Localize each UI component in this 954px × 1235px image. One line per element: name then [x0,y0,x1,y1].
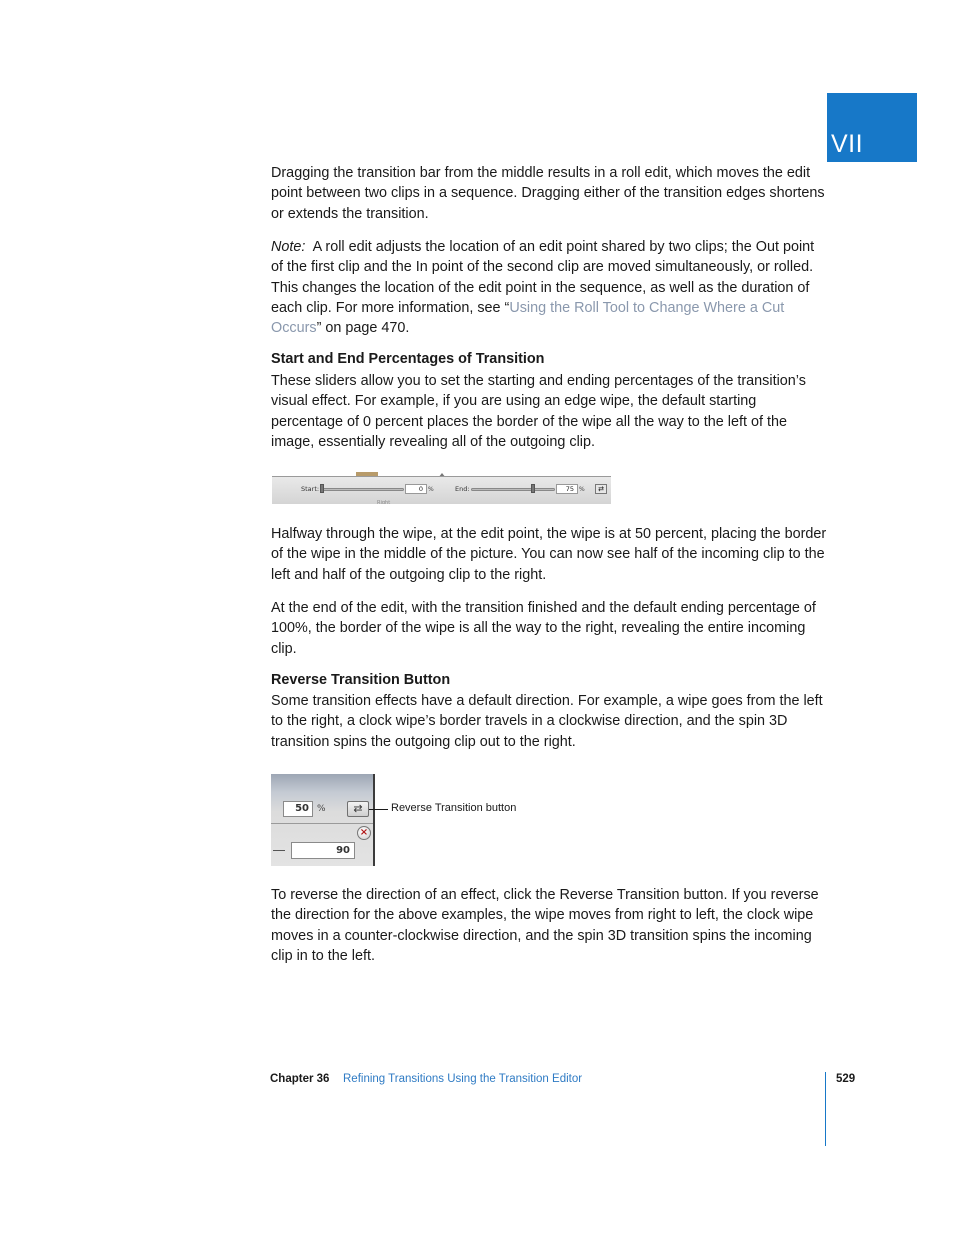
value-field-bottom[interactable]: 90 [291,842,355,859]
cross-reference-link[interactable]: Using the Roll Tool to Change Where a Cut Occurs [271,299,785,337]
note-label: Note: [271,239,306,255]
callout-line [369,809,388,810]
percent-value-field[interactable]: 50 [283,801,313,817]
panel-edge [373,774,375,866]
paragraph-reverse-how: To reverse the direction of an effect, click the Reverse Transition button. If you reverse the direction for the above examples, the wipe moves from right to left, the clock wipe moves in a counter-clockwise direction, and the spin 3D transition spins the incoming clip in to the left. [271,887,819,964]
start-label: Start: [301,485,320,493]
reverse-transition-button[interactable] [347,801,369,817]
footer-chapter-title[interactable]: Refining Transitions Using the Transition Editor [343,1073,583,1085]
end-slider-track[interactable] [471,488,555,491]
divider [271,823,375,824]
under-label: Right [377,500,391,504]
heading-start-end: Start and End Percentages of Transition [271,351,545,367]
page-number: 529 [836,1073,856,1085]
note-paragraph [271,237,827,338]
arrow-line [273,850,285,851]
start-value-field[interactable]: 0 [405,484,427,494]
start-slider-knob[interactable] [320,484,324,493]
paragraph-start-end: These sliders allow you to set the starting and ending percentages of the transition’s visual effect. For example, if you are using an edge wipe, the default starting percentage of 0 percent places the border of the wipe all the way to the left of the image, essentially revealing all of the outgoing clip. [271,373,806,450]
start-percent-sign: % [428,486,434,493]
callout-label: Reverse Transition button [391,802,517,814]
paragraph-reverse-intro: Some transition effects have a default direction. For example, a wipe goes from the left to the right, a clock wipe’s border travels in a clockwise direction, and the spin 3D transition spins the outgoing clip out to the right. [271,693,823,750]
paragraph-end: At the end of the edit, with the transition finished and the default ending percentage of 100%, the border of the wipe is all the way to the right, revealing the entire incoming clip. [271,600,816,657]
end-value-field[interactable]: 75 [556,484,578,494]
start-slider-track[interactable] [320,488,404,491]
part-tab [827,93,917,162]
paragraph-halfway: Halfway through the wipe, at the edit point, the wipe is at 50 percent, placing the border of the wipe in the middle of the picture. You can now see half of the incoming clip to the left and half of the outgoing clip to the right. [271,526,827,583]
start-end-slider-figure [272,472,611,504]
reverse-button-figure [271,774,375,866]
end-slider-knob[interactable] [531,484,535,493]
paragraph-roll-edit: Dragging the transition bar from the middle results in a roll edit, which moves the edit point between two clips in a sequence. Dragging either of the transition edges shortens or extends the transition. [271,165,825,222]
end-percent-sign: % [579,486,585,493]
footer-rule [825,1072,826,1146]
reverse-arrows-icon: ⇄ [353,802,363,815]
reverse-transition-button-small[interactable]: ⇄ [595,484,607,494]
note-text-after: ” on page 470. [316,320,410,337]
heading-reverse: Reverse Transition Button [271,672,451,688]
close-icon[interactable]: × [357,826,371,840]
percent-sign: % [317,804,326,814]
note-text: A roll edit adjusts the location of an edit point shared by two clips; the Out point of the first clip and the In point of the second clip are moved simultaneously, or rolled. This changes the location of the edit point in the sequence, as well as the duration of each clip. For more information, see “ [271,239,815,316]
part-tab-label: VII [831,130,864,158]
end-label: End: [455,485,470,493]
footer-chapter: Chapter 36 [270,1073,330,1085]
